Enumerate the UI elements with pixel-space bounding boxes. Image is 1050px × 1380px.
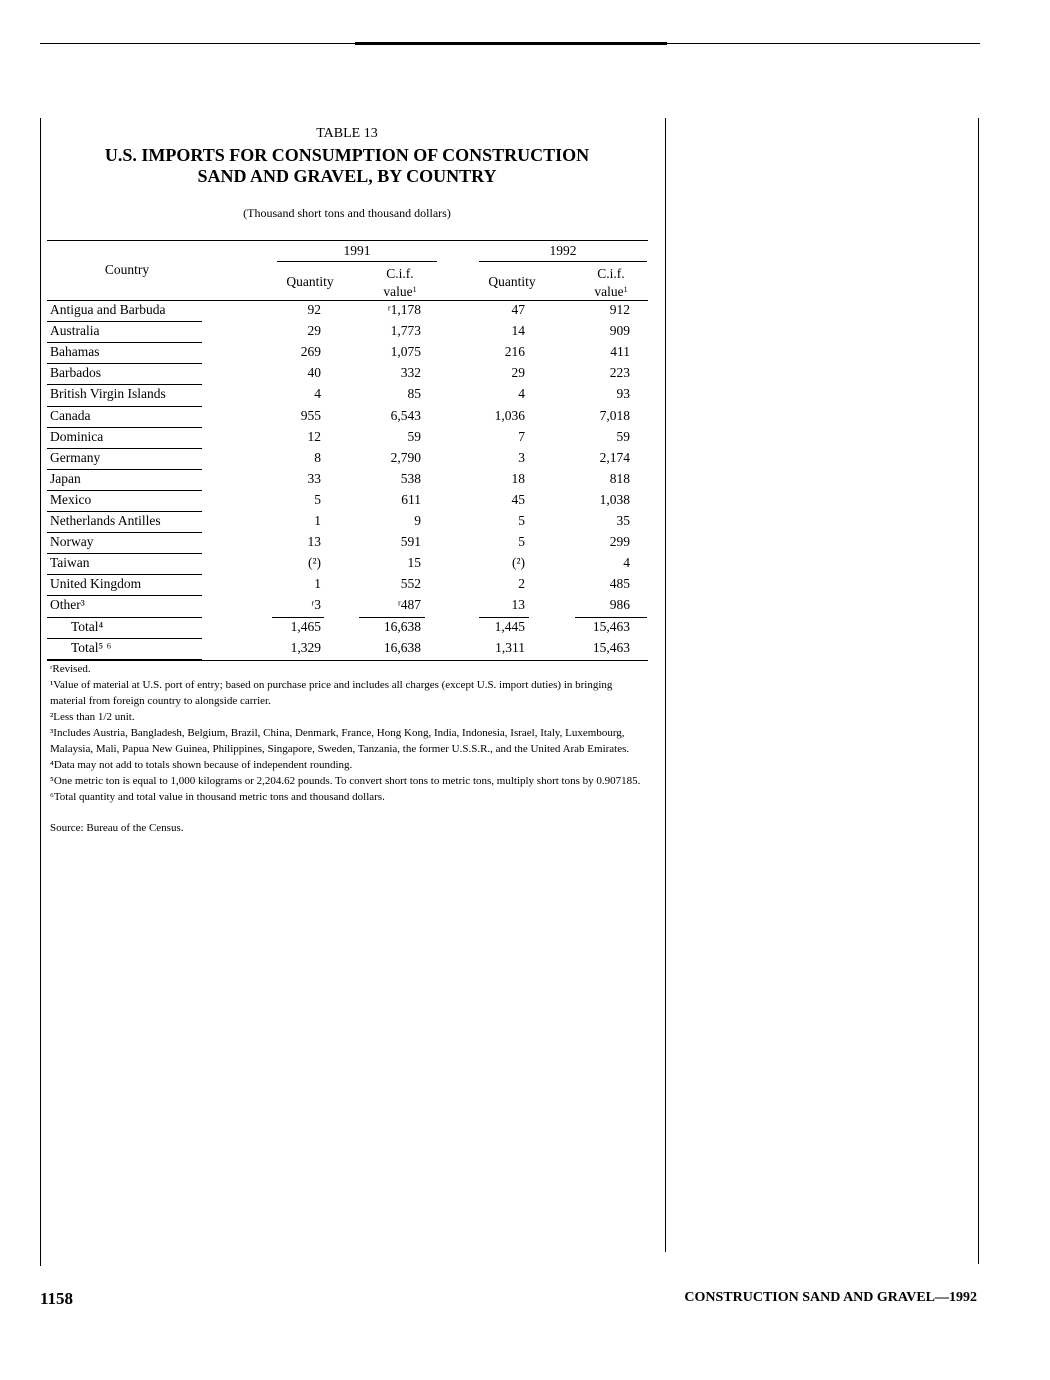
cell-q91: 33: [307, 470, 321, 486]
cell-q91: 13: [307, 534, 321, 550]
row-rule: [47, 574, 202, 575]
cell-q92: 4: [518, 386, 525, 402]
country-name: Taiwan: [50, 555, 90, 571]
cell-v91: 59: [407, 428, 421, 444]
cell-q92: 47: [511, 302, 525, 317]
cell-q92: 13: [511, 597, 525, 613]
country-name: Germany: [50, 449, 101, 465]
cell-q91: 1: [314, 513, 321, 528]
header-year-1991: 1991: [343, 243, 371, 258]
total-v91: 16,638: [383, 618, 421, 634]
header-year-1992: 1992: [549, 243, 577, 258]
cell-v92: 909: [609, 323, 630, 339]
cell-v91: 538: [400, 470, 421, 486]
total-q91: 1,465: [290, 618, 321, 634]
page-number: 1158: [40, 1289, 74, 1308]
cell-v91: 85: [407, 386, 421, 402]
cell-v92: 59: [616, 428, 630, 444]
cell-q91: 1: [314, 576, 321, 592]
cell-q92: 18: [511, 470, 525, 486]
header-cif-value-1991: [365, 265, 435, 301]
footnote: ²Less than 1/2 unit.: [50, 711, 135, 723]
cell-q92: 1,036: [494, 407, 525, 423]
footnote: ⁴Data may not add to totals shown because of independent rounding.: [50, 759, 353, 771]
cell-v91: 1,075: [390, 344, 421, 360]
cell-v91: 552: [400, 576, 421, 592]
cell-q91: ʳ3: [311, 597, 321, 613]
header-value-footnote-mark: 1: [412, 285, 417, 294]
footnote: ⁵One metric ton is equal to 1,000 kilograms or 2,204.62 pounds. To convert short tons to metric tons, multiply short tons by 0.907185.: [50, 775, 641, 787]
table-title-line1: U.S. IMPORTS FOR CONSUMPTION OF CONSTRUCTION: [104, 145, 590, 165]
cell-v91: 332: [400, 365, 421, 381]
cell-q91: 269: [300, 344, 321, 360]
row-rule: [47, 406, 202, 407]
country-name: Dominica: [50, 428, 104, 444]
cell-q92: 29: [511, 365, 525, 381]
header-quantity-1991: Quantity: [286, 274, 334, 289]
total-label: Total⁵ ⁶: [71, 639, 112, 655]
row-rule: [47, 532, 202, 533]
cell-q92: 5: [518, 534, 525, 550]
row-rule: [47, 363, 202, 364]
header-rule-1992: [479, 261, 647, 262]
cell-q92: 7: [518, 428, 525, 444]
cell-q91: 92: [307, 302, 321, 317]
country-name: Australia: [50, 323, 100, 339]
country-name: Antigua and Barbuda: [50, 302, 166, 317]
country-name: Other³: [50, 597, 85, 613]
cell-q92: 2: [518, 576, 525, 592]
cell-q91: (²): [307, 555, 321, 571]
country-name: United Kingdom: [50, 576, 142, 592]
cell-v92: 818: [609, 470, 630, 486]
header-value-label: [575, 283, 647, 301]
cell-q92: 3: [518, 449, 525, 465]
row-rule: [47, 617, 202, 618]
subtotal-rule: [575, 617, 647, 618]
subtotal-rule: [359, 617, 425, 618]
source-note: Source: Bureau of the Census.: [50, 822, 184, 834]
country-name: Mexico: [50, 491, 92, 507]
cell-q92: 14: [511, 323, 525, 339]
cell-q91: 4: [314, 386, 321, 402]
row-rule: [47, 490, 202, 491]
row-rule: [47, 469, 202, 470]
cell-q92: (²): [511, 555, 525, 571]
header-rule-1991: [277, 261, 437, 262]
cell-q91: 40: [307, 365, 321, 381]
row-rule: [47, 595, 202, 596]
header-value-label: [365, 283, 435, 301]
total-label: Total⁴: [71, 618, 104, 634]
table-title: [47, 145, 647, 187]
cell-v91: 1,773: [390, 323, 421, 339]
header-quantity-1992: Quantity: [488, 274, 536, 289]
country-name: Bahamas: [50, 344, 100, 360]
country-name: British Virgin Islands: [50, 386, 166, 402]
header-value-text: value: [594, 284, 624, 299]
total-v92: 15,463: [592, 618, 630, 634]
country-name: Netherlands Antilles: [50, 513, 161, 528]
subtotal-rule: [272, 617, 324, 618]
total-v91: 16,638: [383, 639, 421, 655]
header-cif-label: C.i.f.: [386, 266, 414, 281]
total-q91: 1,329: [290, 639, 321, 655]
cell-v92: 986: [609, 597, 630, 613]
running-head: CONSTRUCTION SAND AND GRAVEL—1992: [684, 1290, 977, 1305]
cell-q91: 955: [300, 407, 321, 423]
cell-q92: 216: [504, 344, 525, 360]
column-rule-left: [40, 118, 41, 1266]
column-rule-right: [978, 118, 979, 1264]
total-v92: 15,463: [592, 639, 630, 655]
cell-q91: 5: [314, 491, 321, 507]
cell-v91: 9: [414, 513, 421, 528]
cell-v92: 485: [609, 576, 630, 592]
footnote: ʳRevised.: [50, 663, 91, 675]
header-cif-label: C.i.f.: [597, 266, 625, 281]
footnote: ³Includes Austria, Bangladesh, Belgium, Brazil, China, Denmark, France, Hong Kong, India, Indonesia, Israel, Italy, Luxembourg, Malaysia, Mali, Papua New Guinea, Philippines, Singapore, Sweden, Tanzania, the former U.S.S.R., and the United Arab Emirates.: [50, 727, 630, 755]
cell-q91: 12: [307, 428, 321, 444]
table-number: TABLE 13: [316, 126, 378, 141]
table-title-line2: SAND AND GRAVEL, BY COUNTRY: [197, 166, 497, 186]
row-rule: [47, 342, 202, 343]
footnote: ¹Value of material at U.S. port of entry; based on purchase price and includes all charges (except U.S. import duties) in bringing material from foreign country to alongside carrier.: [50, 679, 613, 707]
row-rule: [47, 321, 202, 322]
country-name: Norway: [50, 534, 94, 550]
cell-q92: 45: [511, 491, 525, 507]
footnote: ⁶Total quantity and total value in thousand metric tons and thousand dollars.: [50, 791, 385, 803]
subtotal-rule: [479, 617, 529, 618]
header-value-text: value: [383, 284, 413, 299]
cell-v91: 591: [400, 534, 421, 550]
row-rule: [47, 553, 202, 554]
cell-v91: ʳ487: [397, 597, 421, 613]
total-q92: 1,445: [494, 618, 525, 634]
country-name: Barbados: [50, 365, 101, 381]
cell-v92: 912: [609, 302, 630, 317]
row-rule: [47, 384, 202, 385]
country-name: Canada: [50, 407, 91, 423]
cell-v91: 6,543: [390, 407, 421, 423]
top-rule-accent: [355, 42, 667, 45]
header-country: Country: [104, 262, 150, 277]
row-rule: [47, 448, 202, 449]
cell-q91: 8: [314, 449, 321, 465]
cell-v92: 4: [623, 555, 630, 571]
cell-v92: 223: [609, 365, 630, 381]
table-top-rule: [47, 240, 648, 241]
cell-v92: 7,018: [599, 407, 630, 423]
row-rule: [47, 427, 202, 428]
cell-v92: 35: [616, 513, 630, 528]
cell-v92: 411: [610, 344, 630, 360]
row-rule: [47, 511, 202, 512]
cell-v91: 611: [401, 491, 421, 507]
cell-q91: 29: [307, 323, 321, 339]
total-q92: 1,311: [495, 639, 525, 655]
header-value-footnote-mark: 1: [623, 285, 628, 294]
cell-v92: 1,038: [599, 491, 630, 507]
cell-v92: 2,174: [599, 449, 630, 465]
column-rule-middle: [665, 118, 666, 1252]
cell-v92: 93: [616, 386, 630, 402]
footnotes: [50, 661, 648, 836]
total-row-rule: [47, 638, 202, 639]
cell-q92: 5: [518, 513, 525, 528]
cell-v91: ʳ1,178: [387, 302, 421, 317]
cell-v91: 2,790: [390, 449, 421, 465]
cell-v92: 299: [609, 534, 630, 550]
header-cif-value-1992: [575, 265, 647, 301]
cell-v91: 15: [407, 555, 421, 571]
header-bottom-rule: [47, 300, 648, 301]
country-name: Japan: [50, 470, 81, 486]
table-units: (Thousand short tons and thousand dollars): [243, 206, 451, 220]
